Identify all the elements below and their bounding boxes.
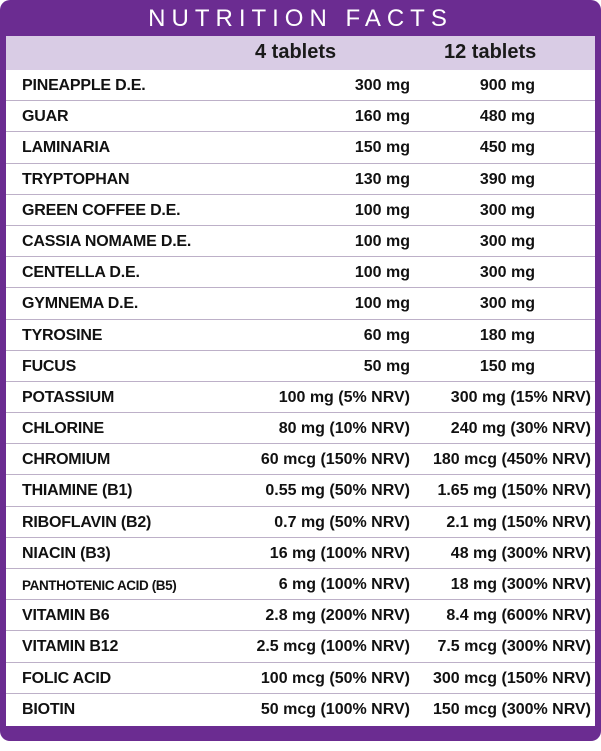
- amount-4-tablets: 100 mg: [354, 201, 410, 219]
- amount-4-tablets: 80 mg (10% NRV): [278, 420, 410, 438]
- amount-4-tablets: 6 mg (100% NRV): [278, 576, 410, 593]
- amount-4-tablets: 100 mcg (50% NRV): [260, 669, 410, 687]
- nutrient-name: VITAMIN B6: [22, 607, 110, 625]
- column-header-row: [6, 36, 595, 70]
- nutrient-name: CASSIA NOMAME D.E.: [22, 232, 192, 250]
- table-row: [6, 351, 595, 382]
- amount-4-tablets: 100 mg (5% NRV): [278, 388, 410, 406]
- table-row: [6, 195, 595, 226]
- amount-12-tablets: 300 mcg (150% NRV): [433, 669, 591, 687]
- table-row: [6, 538, 595, 569]
- nutrient-name: PINEAPPLE D.E.: [22, 77, 146, 94]
- table-row: [6, 226, 595, 257]
- amount-12-tablets: 390 mg: [479, 170, 535, 188]
- amount-4-tablets: 160 mg: [354, 108, 410, 126]
- amount-12-tablets: 900 mg: [479, 77, 535, 94]
- nutrient-name: POTASSIUM: [22, 388, 115, 406]
- amount-4-tablets: 16 mg (100% NRV): [269, 544, 410, 562]
- amount-12-tablets: 450 mg: [479, 139, 535, 157]
- amount-4-tablets: 100 mg: [354, 295, 410, 313]
- amount-4-tablets: 300 mg: [354, 77, 410, 94]
- amount-12-tablets: 48 mg (300% NRV): [450, 544, 591, 562]
- table-row: [6, 475, 595, 506]
- nutrient-name: GREEN COFFEE D.E.: [22, 201, 181, 219]
- amount-12-tablets: 18 mg (300% NRV): [450, 576, 591, 593]
- nutrient-name: FOLIC ACID: [22, 669, 111, 687]
- nutrition-table: [6, 70, 595, 726]
- amount-12-tablets: 8.4 mg (600% NRV): [446, 607, 591, 625]
- table-row: [6, 631, 595, 662]
- amount-12-tablets: 300 mg (15% NRV): [450, 388, 591, 406]
- nutrient-name: TRYPTOPHAN: [22, 170, 130, 188]
- amount-4-tablets: 130 mg: [354, 170, 410, 188]
- amount-12-tablets: 180 mcg (450% NRV): [433, 451, 591, 469]
- amount-12-tablets: 150 mcg (300% NRV): [433, 700, 591, 718]
- table-row: [6, 694, 595, 725]
- table-row: [6, 444, 595, 475]
- table-row: [6, 70, 595, 101]
- nutrient-name: BIOTIN: [22, 700, 76, 718]
- nutrient-name: CHROMIUM: [22, 451, 111, 469]
- amount-4-tablets: 100 mg: [354, 264, 410, 282]
- nutrient-name: VITAMIN B12: [22, 638, 119, 656]
- table-row: [6, 164, 595, 195]
- table-row: [6, 320, 595, 351]
- column-header-4-tablets: 4 tablets: [255, 41, 337, 63]
- nutrient-name: GUAR: [22, 108, 69, 126]
- nutrient-name: TYROSINE: [22, 326, 103, 344]
- amount-4-tablets: 100 mg: [354, 232, 410, 250]
- table-row: [6, 413, 595, 444]
- table-row: [6, 600, 595, 631]
- amount-12-tablets: 180 mg: [479, 326, 535, 344]
- amount-12-tablets: 240 mg (30% NRV): [450, 420, 591, 438]
- table-row: [6, 288, 595, 319]
- table-row: [6, 257, 595, 288]
- nutrient-name: GYMNEMA D.E.: [22, 295, 139, 313]
- table-row: [6, 663, 595, 694]
- table-row: [6, 569, 595, 600]
- amount-12-tablets: 1.65 mg (150% NRV): [437, 482, 591, 500]
- amount-12-tablets: 300 mg: [479, 201, 535, 219]
- amount-12-tablets: 2.1 mg (150% NRV): [446, 513, 591, 531]
- panel-title: NUTRITION FACTS: [148, 5, 453, 32]
- amount-4-tablets: 60 mcg (150% NRV): [260, 451, 410, 469]
- table-row: [6, 101, 595, 132]
- nutrient-name: CENTELLA D.E.: [22, 264, 140, 282]
- table-row: [6, 382, 595, 413]
- amount-12-tablets: 300 mg: [479, 264, 535, 282]
- nutrient-name: THIAMINE (B1): [22, 482, 133, 500]
- amount-12-tablets: 480 mg: [479, 108, 535, 126]
- amount-12-tablets: 150 mg: [479, 357, 535, 375]
- amount-4-tablets: 50 mcg (100% NRV): [260, 700, 410, 718]
- nutrient-name: PANTHOTENIC ACID (B5): [22, 578, 177, 593]
- column-header-12-tablets: 12 tablets: [444, 41, 537, 63]
- amount-4-tablets: 0.7 mg (50% NRV): [274, 513, 410, 531]
- amount-12-tablets: 300 mg: [479, 232, 535, 250]
- nutrient-name: LAMINARIA: [22, 139, 110, 157]
- nutrient-name: CHLORINE: [22, 420, 104, 438]
- amount-4-tablets: 0.55 mg (50% NRV): [265, 482, 410, 500]
- nutrient-name: RIBOFLAVIN (B2): [22, 513, 152, 531]
- amount-12-tablets: 7.5 mcg (300% NRV): [437, 638, 591, 656]
- amount-12-tablets: 300 mg: [479, 295, 535, 313]
- table-row: [6, 132, 595, 163]
- amount-4-tablets: 2.5 mcg (100% NRV): [256, 638, 410, 656]
- amount-4-tablets: 2.8 mg (200% NRV): [265, 607, 410, 625]
- nutrient-name: NIACIN (B3): [22, 544, 111, 562]
- nutrient-name: FUCUS: [22, 357, 77, 375]
- amount-4-tablets: 60 mg: [363, 326, 410, 344]
- amount-4-tablets: 150 mg: [354, 139, 410, 157]
- amount-4-tablets: 50 mg: [363, 357, 410, 375]
- table-row: [6, 507, 595, 538]
